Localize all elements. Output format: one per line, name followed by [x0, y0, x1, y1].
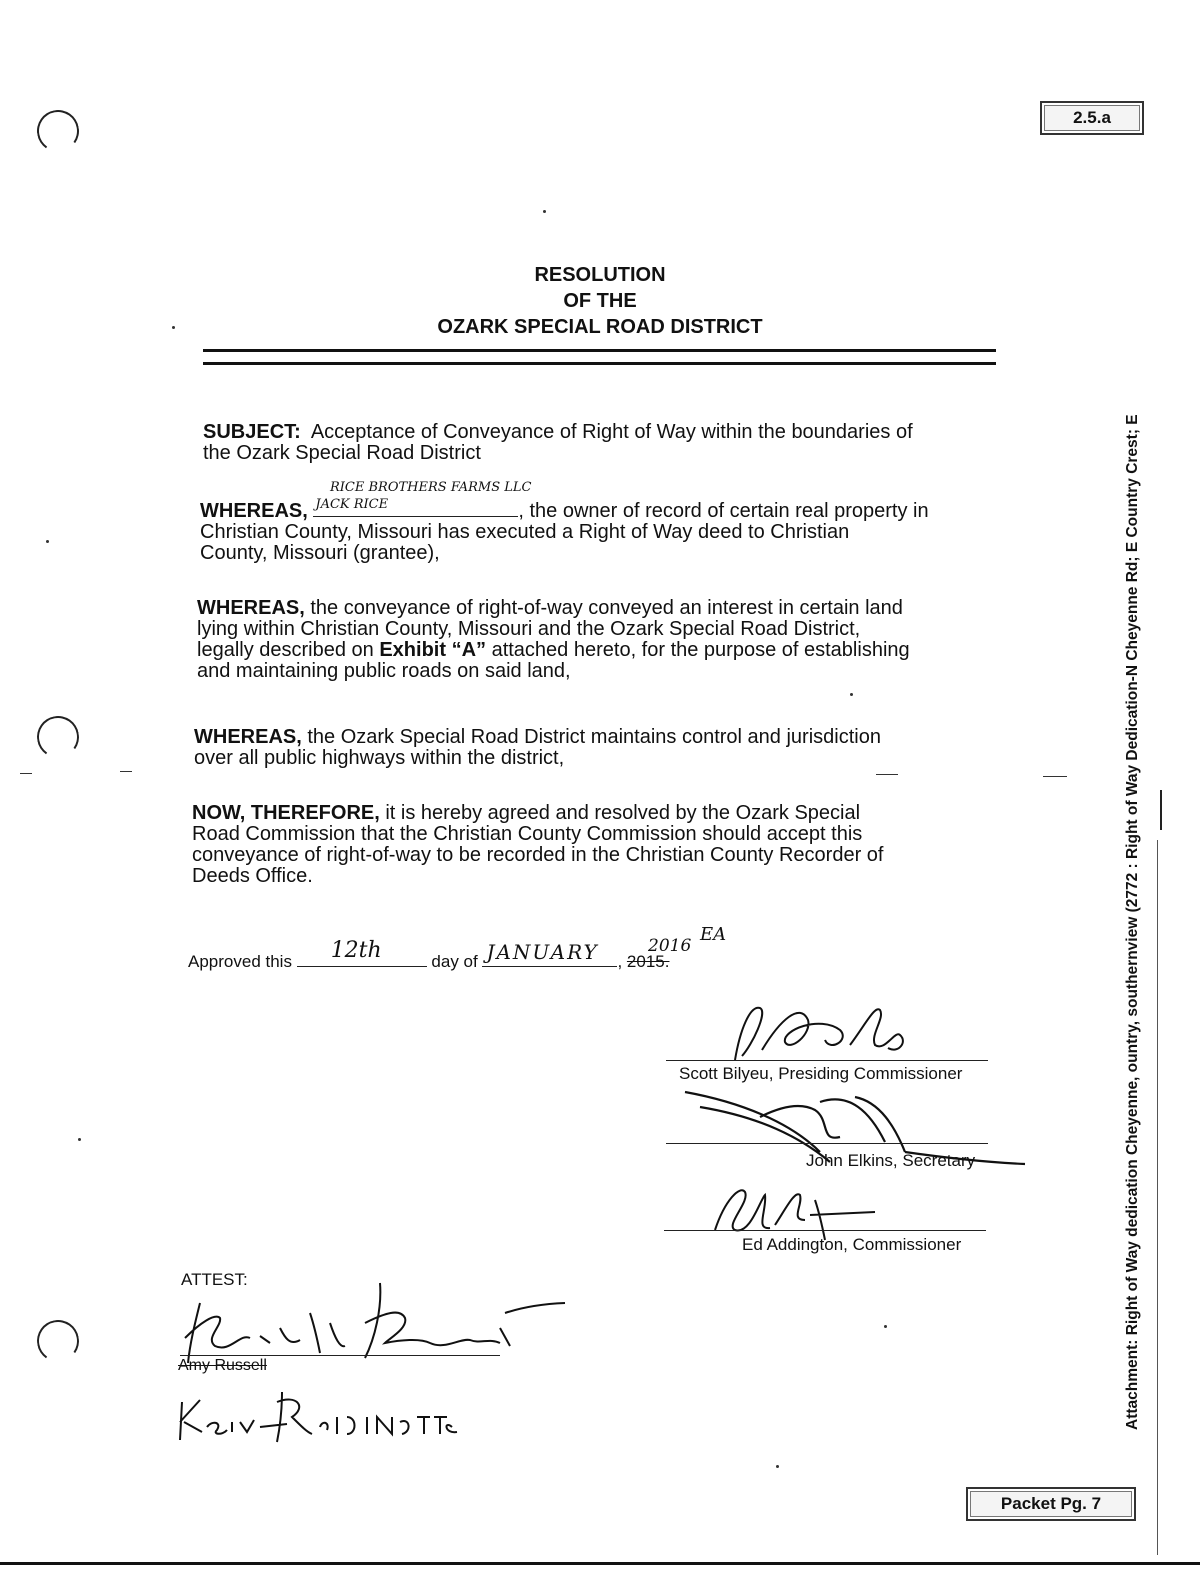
whereas-1-line-3: County, Missouri (grantee), — [200, 542, 440, 564]
subject-label: SUBJECT: — [203, 421, 301, 443]
whereas-1-paragraph — [200, 498, 1030, 564]
signature-scribble-bilyeu — [690, 990, 930, 1070]
title-line-1: RESOLUTION — [534, 264, 666, 286]
signature-line-1 — [666, 1060, 988, 1061]
punch-hole-top — [34, 107, 83, 156]
whereas-3-line-1: the Ozark Special Road District maintains control and jurisdiction — [307, 726, 881, 748]
therefore-line-4: Deeds Office. — [192, 865, 313, 887]
signatory-3-name: Ed Addington, Commissioner — [742, 1235, 962, 1254]
title-line-2: OF THE — [563, 290, 637, 312]
whereas-2-line-4: and maintaining public roads on said land, — [197, 660, 571, 682]
whereas-2-line-3-post: attached hereto, for the purpose of establishing — [486, 639, 910, 661]
whereas-2-label: WHEREAS, — [197, 597, 305, 619]
whereas-3-label: WHEREAS, — [194, 726, 302, 748]
badge-bottom — [966, 1487, 1136, 1521]
scan-mark — [20, 773, 32, 774]
bottom-edge-rule — [0, 1562, 1200, 1565]
whereas-3-paragraph — [194, 727, 1024, 769]
whereas-2-paragraph — [197, 598, 1027, 682]
side-attachment-text: Attachment: Right of Way dedication Cheyenne, ountry, southernview (2772 : Right of Way Dedication-N Cheyenne Rd; E Country Crest; E — [1124, 414, 1141, 1430]
scan-mark — [1043, 776, 1067, 777]
subject-paragraph — [203, 422, 1033, 464]
scan-speck — [46, 540, 49, 543]
signatory-1-name: Scott Bilyeu, Presiding Commissioner — [679, 1064, 963, 1083]
title-line-3: OZARK SPECIAL ROAD DISTRICT — [437, 316, 763, 338]
scan-speck — [172, 326, 175, 329]
whereas-1-line-2: Christian County, Missouri has executed a Right of Way deed to Christian — [200, 521, 850, 543]
right-edge-mark — [1160, 790, 1162, 830]
scan-speck — [776, 1465, 779, 1468]
grantor-handwritten-line-2: JACK RICE — [315, 497, 389, 512]
approved-year-printed: 2015. — [626, 952, 670, 971]
whereas-3-line-2: over all public highways within the district, — [194, 747, 565, 769]
subject-line-2: the Ozark Special Road District — [203, 442, 481, 464]
therefore-paragraph — [192, 803, 1022, 887]
scan-speck — [543, 210, 546, 213]
attest-struck-name: Amy Russell — [178, 1357, 267, 1374]
therefore-line-2: Road Commission that the Christian County Commission should accept this — [192, 823, 863, 845]
whereas-2-line-1: the conveyance of right-of-way conveyed an interest in certain land — [310, 597, 903, 619]
punch-hole-middle — [34, 713, 83, 762]
therefore-line-3: conveyance of right-of-way to be recorded in the Christian County Recorder of — [192, 844, 884, 866]
scan-mark — [876, 774, 898, 775]
approved-initials-handwritten: EA — [700, 924, 727, 945]
whereas-2-line-2: lying within Christian County, Missouri and the Ozark Special Road District, — [197, 618, 861, 640]
approved-prefix: Approved this — [188, 952, 292, 971]
whereas-1-line-1: , the owner of record of certain real property in — [518, 500, 929, 522]
exhibit-a-reference: Exhibit “A” — [379, 639, 487, 661]
badge-top — [1040, 101, 1144, 135]
approved-middle: day of — [431, 952, 478, 971]
scan-speck — [884, 1325, 887, 1328]
punch-hole-bottom — [34, 1317, 83, 1366]
badge-top-text: 2.5.a — [1073, 108, 1111, 127]
grantor-handwritten-line-1: RICE BROTHERS FARMS LLC — [330, 480, 532, 495]
subject-line-1: Acceptance of Conveyance of Right of Way within the boundaries of — [310, 421, 913, 443]
signatory-2-name: John Elkins, Secretary — [806, 1151, 976, 1170]
badge-bottom-text: Packet Pg. 7 — [1000, 1494, 1102, 1513]
approved-day-handwritten: 12th — [330, 938, 382, 963]
attest-handprinted-name — [172, 1372, 462, 1447]
approved-line: Approved this 12th day of JANUARY , 2015. — [188, 938, 670, 971]
scan-speck — [850, 693, 853, 696]
approved-month-handwritten: JANUARY — [486, 940, 599, 964]
whereas-2-line-3-pre: legally described on — [197, 639, 380, 661]
whereas-1-label: WHEREAS, — [200, 500, 308, 522]
title-rule — [203, 349, 996, 365]
scan-speck — [78, 1138, 81, 1141]
signature-line-2 — [666, 1143, 988, 1144]
right-edge-mark — [1157, 840, 1158, 1555]
approved-year-handwritten: 2016 — [648, 936, 692, 956]
scan-mark — [120, 771, 132, 772]
therefore-label: NOW, THEREFORE, — [192, 802, 380, 824]
signature-line-3 — [664, 1230, 986, 1231]
therefore-line-1: it is hereby agreed and resolved by the Ozark Special — [385, 802, 861, 824]
attest-label: ATTEST: — [181, 1270, 248, 1289]
attest-signature-line — [180, 1355, 500, 1356]
